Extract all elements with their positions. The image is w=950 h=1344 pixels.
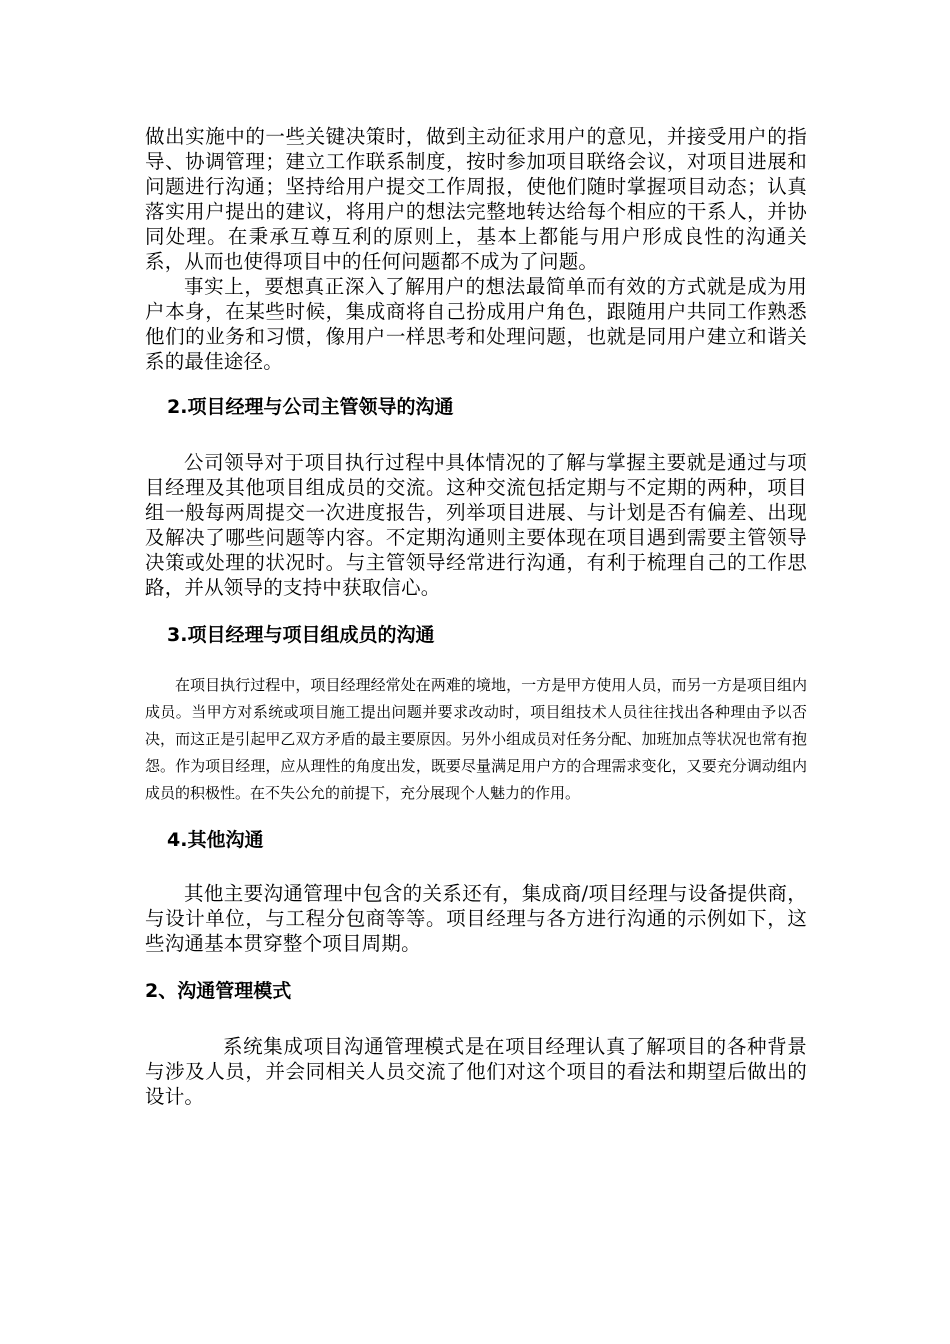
document-page bbox=[145, 124, 807, 1109]
heading-other-communication: 4.其他沟通 bbox=[167, 829, 264, 851]
paragraph-team-communication: 在项目执行过程中，项目经理经常处在两难的境地，一方是甲方使用人员，而另一方是项目组内成员。当甲方对系统或项目施工提出问题并要求改动时，项目组技术人员往往找出各种理由予以否决，而这正是引起甲乙双方矛盾的最主要原因。另外小组成员对任务分配、加班加点等状况也常有抱怨。作为项目经理，应从理性的角度出发，既要尽量满足用户方的合理需求变化，又要充分调动组内成员的积极性。在不失公允的前提下，充分展现个人魅力的作用。 bbox=[145, 676, 807, 802]
paragraph-communication-mode: 系统集成项目沟通管理模式是在项目经理认真了解项目的各种背景与涉及人员，并会同相关人员交流了他们对这个项目的看法和期望后做出的设计。 bbox=[145, 1035, 807, 1108]
paragraph-leadership-communication: 公司领导对于项目执行过程中具体情况的了解与掌握主要就是通过与项目经理及其他项目组成员的交流。这种交流包括定期与不定期的两种，项目组一般每两周提交一次进度报告，列举项目进展、与计划是否有偏差、出现及解决了哪些问题等内容。不定期沟通则主要体现在项目遇到需要主管领导决策或处理的状况时。与主管领导经常进行沟通，有利于梳理自己的工作思路，并从领导的支持中获取信心。 bbox=[145, 451, 807, 599]
heading-communication-mode: 2、沟通管理模式 bbox=[145, 980, 292, 1002]
paragraph-other-communication: 其他主要沟通管理中包含的关系还有，集成商/项目经理与设备提供商，与设计单位，与工程分包商等等。项目经理与各方进行沟通的示例如下，这些沟通基本贯穿整个项目周期。 bbox=[145, 882, 807, 955]
paragraph-user-communication: 做出实施中的一些关键决策时，做到主动征求用户的意见，并接受用户的指导、协调管理；建立工作联系制度，按时参加项目联络会议，对项目进展和问题进行沟通；坚持给用户提交工作周报，使他们随时掌握项目动态；认真落实用户提出的建议，将用户的想法完整地转达给每个相应的干系人，并协同处理。在秉承互尊互利的原则上，基本上都能与用户形成良性的沟通关系，从而也使得项目中的任何问题都不成为了问题。 bbox=[145, 125, 807, 273]
heading-manager-team: 3.项目经理与项目组成员的沟通 bbox=[167, 624, 435, 646]
heading-manager-leadership: 2.项目经理与公司主管领导的沟通 bbox=[167, 396, 454, 418]
paragraph-user-role: 事实上，要想真正深入了解用户的想法最简单而有效的方式就是成为用户本身，在某些时候，集成商将自己扮成用户角色，跟随用户共同工作熟悉他们的业务和习惯，像用户一样思考和处理问题，也就是同用户建立和谐关系的最佳途径。 bbox=[145, 275, 807, 373]
